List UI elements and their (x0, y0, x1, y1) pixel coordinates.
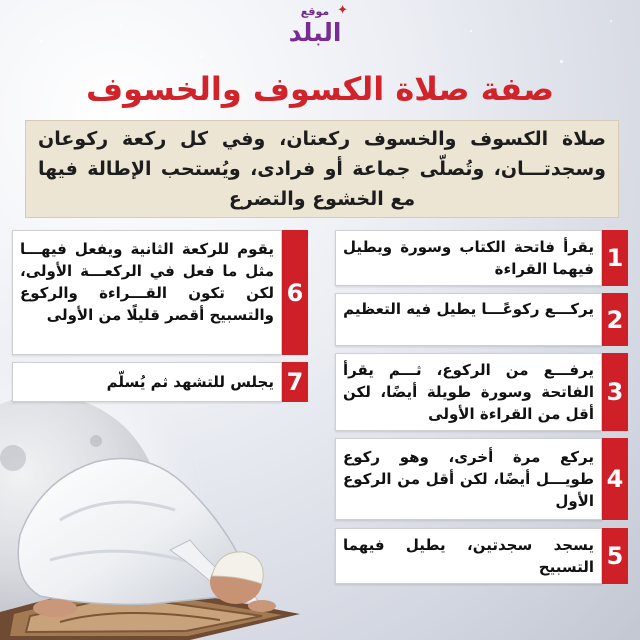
star-sparkle (560, 60, 563, 63)
star-sparkle (610, 20, 612, 22)
star-sparkle (200, 55, 203, 58)
step-number-badge: 5 (602, 528, 628, 584)
step-text: يقرأ فاتحة الكتاب وسورة ويطيل فيهما القراءة (335, 230, 602, 286)
star-sparkle (40, 40, 43, 43)
logo-brand-text: البلد (288, 18, 342, 47)
logo-small-text: موقع (300, 5, 330, 18)
praying-man-illustration (0, 400, 330, 640)
step-number-badge: 3 (602, 353, 628, 431)
site-logo (279, 3, 351, 58)
step-number-badge: 1 (602, 230, 628, 286)
step-text: يرفـــع من الركوع، ثـــم يقرأ الفاتحة وسورة طويلة أيضًا، لكن أقل من القراءة الأولى (335, 353, 602, 431)
worshipper-figure (18, 459, 276, 618)
step-text: يسجد سجدتين، يطيل فيهما التسبيح (335, 528, 602, 584)
step-text: يقوم للركعة الثانية ويفعل فيهـــا مثل ما فعل في الركعـــة الأولى، لكن تكون القـــراءة والركوع والتسبيح أقصر قليلًا من الأولى (12, 230, 282, 355)
star-sparkle (120, 25, 122, 27)
star-sparkle (470, 30, 472, 32)
step-number-badge: 7 (282, 362, 308, 402)
step-text: يركـــع ركوعًـــا يطيل فيه التعظيم (335, 293, 602, 346)
step-number-badge: 4 (602, 438, 628, 520)
step-text: يركع مرة أخرى، وهو ركوع طويـــل أيضًا، لكن أقل من الركوع الأول (335, 438, 602, 520)
page-title: صفة صلاة الكسوف والخسوف (85, 70, 554, 108)
step-text: يجلس للتشهد ثم يُسلّم (12, 362, 282, 402)
logo-star-icon: ✦ (337, 3, 348, 18)
step-number-badge: 6 (282, 230, 308, 355)
step-number-badge: 2 (602, 293, 628, 346)
intro-paragraph: صلاة الكسوف والخسوف ركعتان، وفي كل ركعة ركوعان وسجدتـــان، وتُصلّى جماعة أو فرادى، ويُستحب الإطالة فيها مع الخشوع والتضرع (25, 120, 619, 218)
